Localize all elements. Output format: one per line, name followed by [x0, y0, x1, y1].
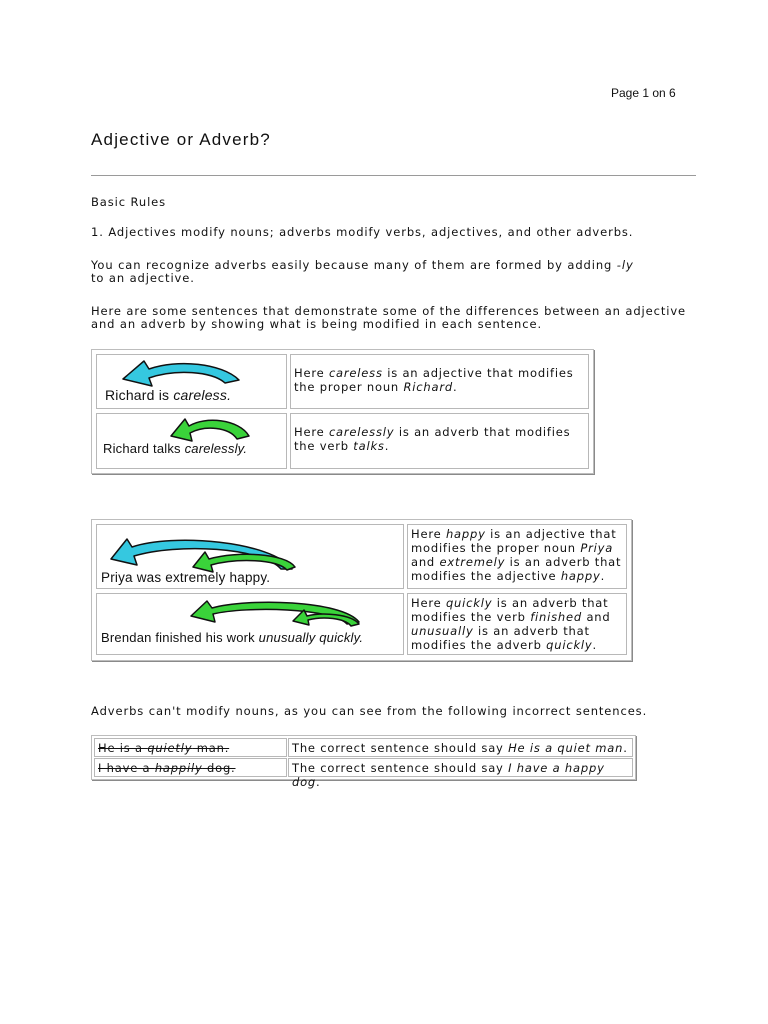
explanation-cell: Here careless is an adjective that modifies the proper noun Richard.: [290, 354, 589, 409]
recognize-paragraph: You can recognize adverbs easily because many of them are formed by adding -ly to an adjective.: [91, 258, 634, 285]
incorrect-intro: Adverbs can't modify nouns, as you can see from the following incorrect sentences.: [91, 704, 648, 718]
figure-sentence: Richard talks carelessly.: [103, 441, 248, 456]
incorrect-sentence: I have a happily dog.: [94, 758, 287, 777]
example-table-1: [91, 349, 594, 474]
sentences-intro: Here are some sentences that demonstrate some of the differences between an adjective and an adverb by showing what is being modified in each sentence.: [91, 304, 687, 331]
title-divider: [91, 175, 696, 176]
example-table-2: [91, 519, 632, 661]
page-number: Page 1 on 6: [611, 86, 676, 100]
correction-cell: The correct sentence should say I have a happy dog.: [288, 758, 633, 777]
explanation-cell: Here quickly is an adverb that modifies the verb finished and unusually is an adverb that modifies the adverb quickly.: [407, 593, 627, 655]
figure-sentence: Priya was extremely happy.: [101, 570, 271, 585]
page-title: Adjective or Adverb?: [91, 130, 271, 149]
section-heading: Basic Rules: [91, 195, 167, 209]
correction-cell: The correct sentence should say He is a quiet man.: [288, 738, 633, 757]
arrow-green-double-icon: [97, 594, 405, 656]
figure-sentence: Richard is careless.: [105, 387, 232, 403]
incorrect-table: [91, 735, 636, 789]
incorrect-sentence: He is a quietly man.: [94, 738, 287, 757]
explanation-cell: Here happy is an adjective that modifies the proper noun Priya and extremely is an adverb that modifies the adjective happy.: [407, 524, 627, 589]
figure-sentence: Brendan finished his work unusually quickly.: [101, 630, 364, 645]
rule-1: 1. Adjectives modify nouns; adverbs modify verbs, adjectives, and other adverbs.: [91, 225, 634, 239]
figure-priya-happy: [96, 524, 404, 589]
explanation-cell: Here carelessly is an adverb that modifies the verb talks.: [290, 413, 589, 469]
figure-richard-carelessly: [96, 413, 287, 469]
figure-richard-careless: [96, 354, 287, 409]
figure-brendan-quickly: [96, 593, 404, 655]
